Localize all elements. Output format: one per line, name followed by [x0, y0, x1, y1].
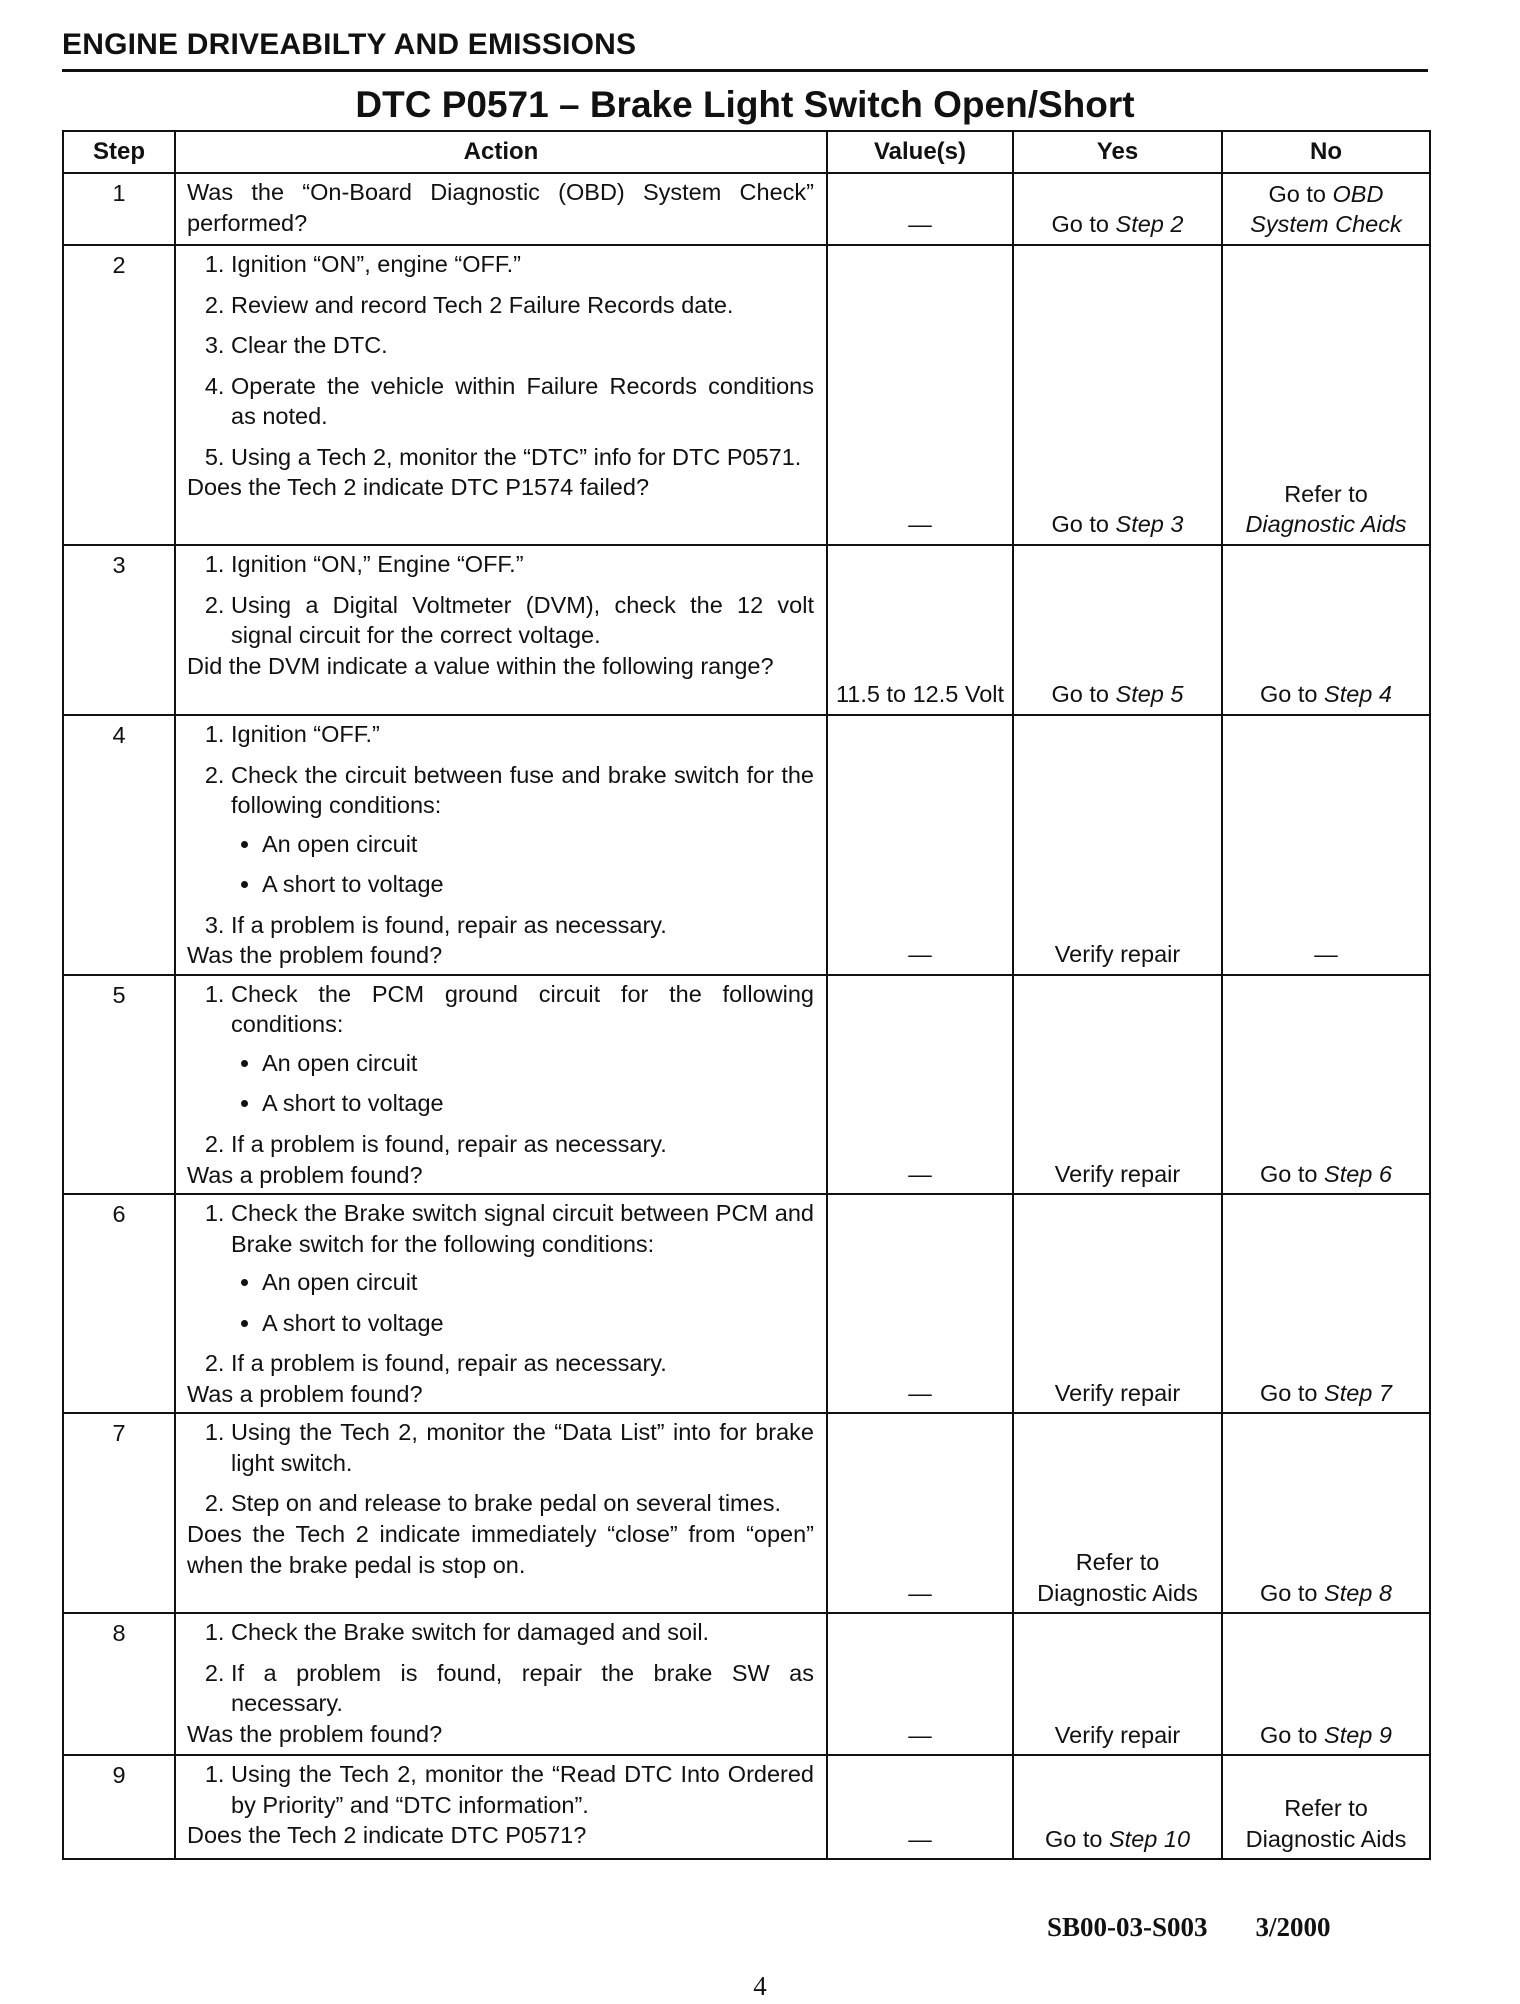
no-text: Go to — [1260, 1579, 1325, 1606]
step-number: 7 — [63, 1413, 175, 1613]
action-step-text: If a problem is found, repair as necessary. — [231, 911, 667, 938]
no-cell — [1222, 1755, 1430, 1859]
condition-list — [231, 1048, 814, 1119]
no-text: Go to — [1260, 681, 1325, 708]
yes-reference: Step 2 — [1115, 211, 1184, 238]
no-reference: Step 6 — [1324, 1160, 1392, 1187]
action-step-text: If a problem is found, repair as necessary. — [231, 1131, 667, 1158]
yes-text: Refer to Diagnostic Aids — [1037, 1549, 1198, 1606]
no-reference: Step 7 — [1324, 1379, 1392, 1406]
step-number: 6 — [63, 1194, 175, 1413]
page-title: DTC P0571 – Brake Light Switch Open/Short — [355, 84, 1135, 125]
action-question: Was the “On-Board Diagnostic (OBD) System Check” performed? — [187, 179, 814, 236]
table-row — [63, 1613, 1430, 1755]
action-question: Was a problem found? — [187, 1380, 423, 1407]
action-step — [231, 290, 814, 321]
action-step-text: Ignition “OFF.” — [231, 721, 380, 747]
yes-cell — [1013, 173, 1222, 245]
yes-text: Verify repair — [1054, 1160, 1181, 1187]
table-row — [63, 1755, 1430, 1859]
yes-cell — [1013, 715, 1222, 975]
step-number: 3 — [63, 545, 175, 715]
action-step — [231, 549, 814, 580]
action-step — [231, 1417, 814, 1478]
no-cell — [1222, 545, 1430, 715]
action-step-text: If a problem is found, repair as necessary. — [231, 1350, 667, 1377]
action-step — [231, 371, 814, 432]
value-cell: — — [827, 1194, 1013, 1413]
no-reference: OBD System Check — [1250, 180, 1402, 238]
step-number: 9 — [63, 1755, 175, 1859]
no-cell — [1222, 715, 1430, 975]
action-step — [231, 1759, 814, 1820]
action-question: Did the DVM indicate a value within the following range? — [187, 652, 774, 679]
yes-reference: Step 10 — [1109, 1825, 1191, 1852]
table-body — [63, 173, 1430, 1859]
step-number: 5 — [63, 975, 175, 1194]
value-cell: — — [827, 975, 1013, 1194]
table-row — [63, 545, 1430, 715]
yes-cell — [1013, 1613, 1222, 1755]
condition-item: • An open circuit — [262, 1267, 814, 1298]
action-question: Does the Tech 2 indicate DTC P1574 failed? — [187, 474, 650, 501]
value-cell: — — [827, 1413, 1013, 1613]
action-cell — [175, 1755, 827, 1859]
step-number: 1 — [63, 173, 175, 245]
yes-text: Go to — [1051, 211, 1116, 238]
no-cell — [1222, 173, 1430, 245]
action-step — [231, 1488, 814, 1519]
yes-text: Verify repair — [1054, 1379, 1181, 1406]
diagnostic-table — [62, 130, 1431, 1860]
yes-text: Go to — [1051, 681, 1116, 708]
no-cell — [1222, 1194, 1430, 1413]
document-id: SB00-03-S003 — [1047, 1912, 1208, 1942]
action-step-text: Operate the vehicle within Failure Records conditions as noted. — [231, 372, 814, 430]
action-step-text: Using the Tech 2, monitor the “Read DTC Into Ordered by Priority” and “DTC information”. — [231, 1761, 814, 1818]
action-question: Does the Tech 2 indicate DTC P0571? — [187, 1822, 587, 1849]
section-title: ENGINE DRIVEABILTY AND EMISSIONS — [62, 28, 637, 61]
no-reference: Step 9 — [1324, 1721, 1392, 1748]
yes-cell — [1013, 545, 1222, 715]
action-step-list — [187, 249, 814, 472]
action-step — [231, 1348, 814, 1379]
yes-text: Verify repair — [1054, 941, 1181, 968]
no-reference: Diagnostic Aids — [1245, 511, 1407, 538]
action-step-list — [187, 1617, 814, 1719]
action-cell — [175, 173, 827, 245]
action-step-text: Ignition “ON,” Engine “OFF.” — [231, 551, 524, 577]
step-number: 2 — [63, 245, 175, 545]
table-row — [63, 245, 1430, 545]
action-step-list — [187, 979, 814, 1160]
condition-item: • A short to voltage — [262, 869, 814, 900]
action-cell — [175, 1613, 827, 1755]
no-reference: Step 8 — [1324, 1579, 1392, 1606]
no-cell — [1222, 1613, 1430, 1755]
yes-cell — [1013, 975, 1222, 1194]
yes-cell — [1013, 1755, 1222, 1859]
column-header-values: Value(s) — [827, 131, 1013, 173]
action-step-list — [187, 1759, 814, 1820]
column-header-step: Step — [63, 131, 175, 173]
no-text: — — [1314, 941, 1338, 968]
yes-text: Go to — [1051, 511, 1116, 538]
table-row — [63, 1413, 1430, 1613]
condition-list — [231, 829, 814, 900]
no-cell — [1222, 1413, 1430, 1613]
action-step — [231, 910, 814, 941]
action-cell — [175, 245, 827, 545]
value-cell: — — [827, 1613, 1013, 1755]
action-step — [231, 1617, 814, 1648]
column-header-no: No — [1222, 131, 1430, 173]
document-date: 3/2000 — [1255, 1912, 1331, 1942]
no-cell — [1222, 975, 1430, 1194]
action-step — [231, 719, 814, 750]
header-rule — [62, 69, 1428, 72]
action-cell — [175, 1194, 827, 1413]
table-row — [63, 173, 1430, 245]
condition-item: • An open circuit — [262, 1048, 814, 1079]
table-row — [63, 715, 1430, 975]
yes-cell — [1013, 245, 1222, 545]
column-header-action: Action — [175, 131, 827, 173]
condition-list — [231, 1267, 814, 1338]
action-cell — [175, 1413, 827, 1613]
yes-cell — [1013, 1194, 1222, 1413]
column-header-yes: Yes — [1013, 131, 1222, 173]
action-question: Was a problem found? — [187, 1161, 423, 1188]
action-step-list — [187, 1417, 814, 1519]
action-step — [231, 1658, 814, 1719]
value-cell: — — [827, 245, 1013, 545]
no-text: Refer to Diagnostic Aids — [1245, 1795, 1407, 1852]
no-cell — [1222, 245, 1430, 545]
page-number: 4 — [753, 1971, 767, 2001]
document-footer — [1047, 1912, 1331, 1943]
action-step-text: Using a Tech 2, monitor the “DTC” info for DTC P0571. — [231, 443, 802, 470]
action-step-text: Using the Tech 2, monitor the “Data List” into for brake light switch. — [231, 1419, 814, 1476]
action-step-text: Clear the DTC. — [231, 332, 388, 359]
no-text: Go to — [1268, 180, 1333, 207]
no-text: Go to — [1260, 1379, 1325, 1406]
table-row — [63, 975, 1430, 1194]
no-text: Go to — [1260, 1721, 1325, 1748]
action-step — [231, 442, 814, 473]
action-question: Was the problem found? — [187, 1721, 443, 1748]
action-step-text: Ignition “ON”, engine “OFF.” — [231, 251, 521, 277]
step-number: 8 — [63, 1613, 175, 1755]
action-step-text: Check the PCM ground circuit for the following conditions: — [231, 980, 814, 1038]
yes-text: Go to — [1044, 1825, 1109, 1852]
action-step-text: Check the circuit between fuse and brake switch for the following conditions: — [231, 761, 814, 819]
value-cell: — — [827, 1755, 1013, 1859]
action-step — [231, 1198, 814, 1338]
action-step-text: If a problem is found, repair the brake SW as necessary. — [231, 1659, 814, 1717]
yes-text: Verify repair — [1054, 1721, 1181, 1748]
yes-reference: Step 5 — [1115, 681, 1184, 708]
action-question: Was the problem found? — [187, 942, 443, 969]
value-cell: — — [827, 715, 1013, 975]
condition-item: • A short to voltage — [262, 1088, 814, 1119]
table-row — [63, 1194, 1430, 1413]
action-cell — [175, 715, 827, 975]
no-text: Go to — [1260, 1160, 1325, 1187]
action-cell — [175, 545, 827, 715]
action-step-list — [187, 549, 814, 651]
action-step — [231, 1129, 814, 1160]
value-cell: — — [827, 173, 1013, 245]
no-text: Refer to — [1284, 480, 1368, 507]
action-step-list — [187, 719, 814, 940]
action-step — [231, 330, 814, 361]
action-step — [231, 249, 814, 280]
table-header-row — [63, 131, 1430, 173]
action-step-text: Step on and release to brake pedal on several times. — [231, 1490, 781, 1517]
condition-item: • An open circuit — [262, 829, 814, 860]
condition-item: • A short to voltage — [262, 1308, 814, 1339]
action-step-list — [187, 1198, 814, 1379]
action-step-text: Review and record Tech 2 Failure Records date. — [231, 291, 734, 318]
action-step — [231, 590, 814, 651]
no-reference: Step 4 — [1324, 681, 1392, 708]
yes-reference: Step 3 — [1115, 511, 1184, 538]
action-step — [231, 979, 814, 1119]
action-step — [231, 760, 814, 900]
value-cell: 11.5 to 12.5 Volt — [827, 545, 1013, 715]
action-question: Does the Tech 2 indicate immediately “close” from “open” when the brake pedal is stop on. — [187, 1521, 814, 1578]
action-step-text: Check the Brake switch signal circuit between PCM and Brake switch for the following conditions: — [231, 1200, 814, 1257]
action-step-text: Check the Brake switch for damaged and soil. — [231, 1619, 710, 1646]
step-number: 4 — [63, 715, 175, 975]
yes-cell — [1013, 1413, 1222, 1613]
action-step-text: Using a Digital Voltmeter (DVM), check the 12 volt signal circuit for the correct voltage. — [231, 591, 814, 649]
action-cell — [175, 975, 827, 1194]
